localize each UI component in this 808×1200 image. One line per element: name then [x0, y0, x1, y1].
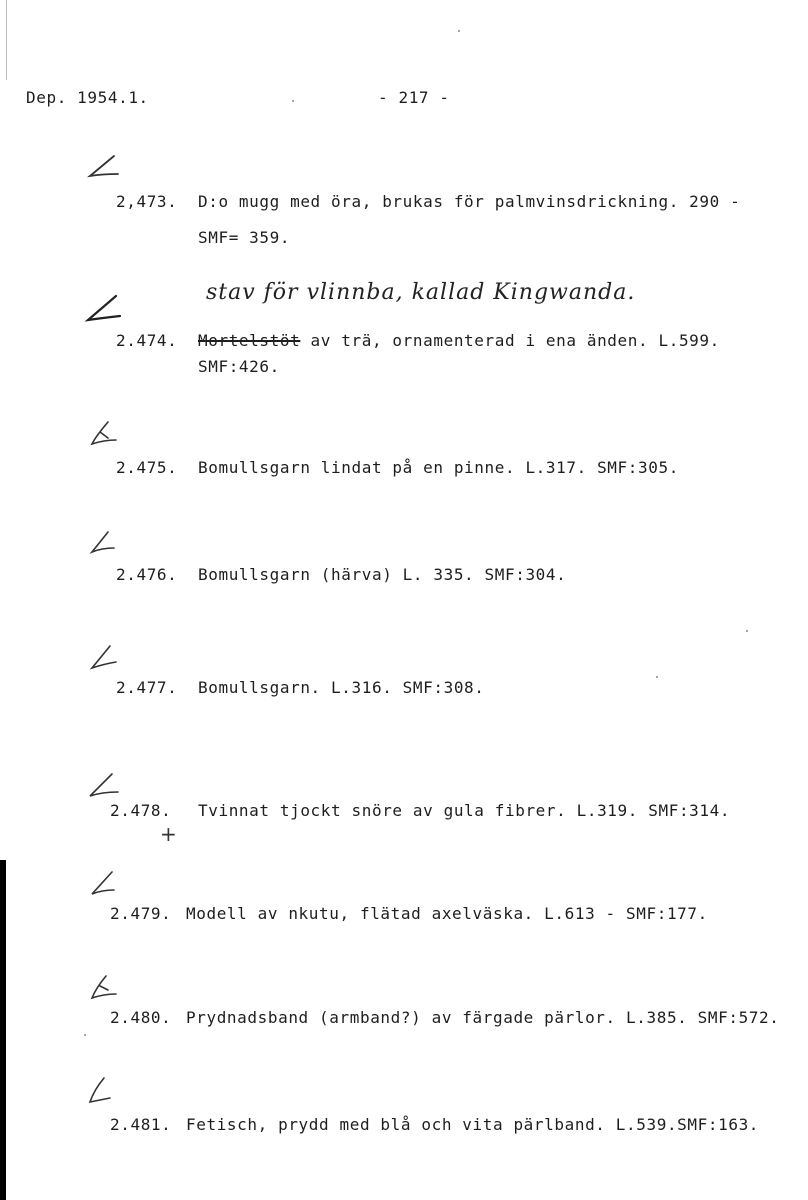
- scan-edge-shadow: [0, 860, 6, 1200]
- check-mark-icon: [86, 868, 126, 902]
- entry-text-rest: av trä, ornamenterad i ena änden. L.599.: [300, 331, 720, 350]
- check-mark-icon: [84, 770, 124, 804]
- entry-text: Bomullsgarn. L.316. SMF:308.: [198, 678, 485, 697]
- entry-number: 2.481.: [110, 1115, 172, 1134]
- entry-number: 2.474.: [116, 331, 178, 350]
- check-mark-icon: [86, 972, 126, 1006]
- entry-text: Bomullsgarn lindat på en pinne. L.317. SMF:305.: [198, 458, 679, 477]
- entry-number: 2.477.: [116, 678, 178, 697]
- entry-text: Fetisch, prydd med blå och vita pärlband. L.539.SMF:163.: [186, 1115, 760, 1134]
- entry-text: D:o mugg med öra, brukas för palmvinsdrickning. 290 -: [198, 192, 741, 211]
- entry-text-continued: SMF:426.: [198, 357, 280, 376]
- scan-speck: [746, 630, 748, 632]
- entry-text: [198, 331, 720, 350]
- scan-edge-line: [6, 0, 7, 80]
- entry-text: Modell av nkutu, flätad axelväska. L.613 - SMF:177.: [186, 904, 708, 923]
- struck-word: Mortelstöt: [198, 331, 301, 350]
- scan-speck: [458, 30, 460, 32]
- check-mark-icon: [84, 292, 124, 326]
- entry-text: Tvinnat tjockt snöre av gula fibrer. L.319. SMF:314.: [198, 801, 731, 820]
- entry-text: Prydnadsband (armband?) av färgade pärlor. L.385. SMF:572.: [186, 1008, 780, 1027]
- entry-text: Bomullsgarn (härva) L. 335. SMF:304.: [198, 565, 567, 584]
- page-number: - 217 -: [378, 88, 450, 107]
- scan-speck: [84, 1034, 86, 1036]
- scan-speck: [292, 100, 294, 102]
- entry-number: 2.475.: [116, 458, 178, 477]
- entry-number: 2.478.: [110, 801, 172, 820]
- plus-mark: +: [160, 822, 177, 846]
- check-mark-icon: [86, 1074, 126, 1108]
- check-mark-icon: [86, 418, 126, 452]
- check-mark-icon: [84, 152, 124, 186]
- entry-number: 2,473.: [116, 192, 178, 211]
- check-mark-icon: [86, 642, 126, 676]
- scan-speck: [656, 676, 658, 678]
- check-mark-icon: [86, 528, 126, 562]
- handwritten-annotation: stav för vlinnba, kallad Kingwanda.: [206, 280, 636, 305]
- deposit-reference: Dep. 1954.1.: [26, 88, 149, 107]
- entry-number: 2.480.: [110, 1008, 172, 1027]
- entry-number: 2.479.: [110, 904, 172, 923]
- entry-text-continued: SMF= 359.: [198, 228, 291, 247]
- entry-number: 2.476.: [116, 565, 178, 584]
